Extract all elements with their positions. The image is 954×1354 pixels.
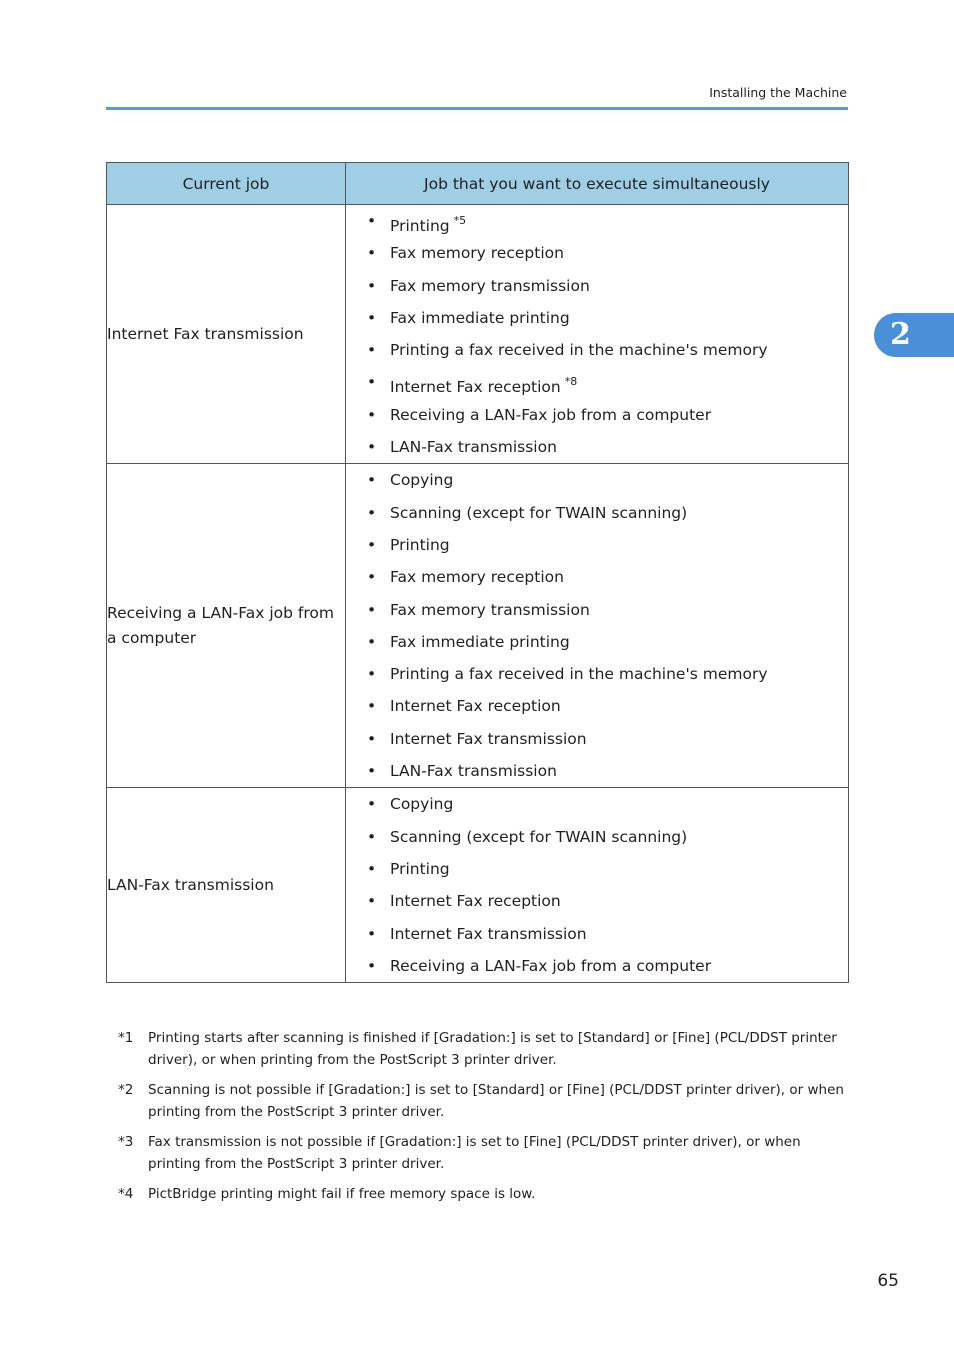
- simultaneous-jobs-cell: [346, 205, 849, 464]
- list-item: [346, 497, 848, 529]
- list-item: [346, 366, 848, 398]
- list-item: [346, 594, 848, 626]
- table-row: [107, 464, 849, 788]
- footnote-mark: *1: [118, 1030, 134, 1046]
- footnote-text: Printing starts after scanning is finished if [Gradation:] is set to [Standard] or [Fine] (PCL/DDST printer driver), or when printing from the PostScript 3 printer driver.: [148, 1030, 837, 1068]
- list-item: [346, 821, 848, 853]
- job-list: [346, 788, 848, 982]
- table-row: [107, 788, 849, 983]
- footnote: [118, 1079, 848, 1123]
- list-item: [346, 270, 848, 302]
- list-item: [346, 626, 848, 658]
- job-label: Copying: [390, 471, 454, 490]
- job-label: Scanning (except for TWAIN scanning): [390, 503, 688, 522]
- job-label: Internet Fax reception: [390, 892, 561, 911]
- list-item: [346, 950, 848, 982]
- list-item: [346, 237, 848, 269]
- job-label: Printing: [390, 859, 450, 878]
- header-rule: [106, 107, 848, 110]
- chapter-number: 2: [890, 317, 911, 352]
- footnote: [118, 1131, 848, 1175]
- running-header: Installing the Machine: [709, 85, 847, 100]
- footnote-mark: *4: [118, 1186, 134, 1202]
- current-job-cell: LAN-Fax transmission: [107, 788, 346, 983]
- table-row: [107, 205, 849, 464]
- footnote-mark: *3: [118, 1134, 134, 1150]
- job-label: Internet Fax transmission: [390, 729, 587, 748]
- job-label: LAN-Fax transmission: [390, 438, 557, 457]
- list-item: [346, 885, 848, 917]
- list-item: [346, 755, 848, 787]
- list-item: [346, 690, 848, 722]
- footnote-text: Fax transmission is not possible if [Gradation:] is set to [Fine] (PCL/DDST printer driver), or when printing from the PostScript 3 printer driver.: [148, 1134, 801, 1172]
- job-label: Internet Fax reception: [390, 378, 561, 397]
- job-list: [346, 205, 848, 463]
- job-label: Fax immediate printing: [390, 308, 570, 327]
- job-label: Fax memory reception: [390, 244, 564, 263]
- list-item: [346, 561, 848, 593]
- chapter-tab: [874, 313, 954, 357]
- footnote-text: Scanning is not possible if [Gradation:] is set to [Standard] or [Fine] (PCL/DDST printer driver), or when printing from the PostScript 3 printer driver.: [148, 1082, 844, 1120]
- list-item: [346, 853, 848, 885]
- simultaneous-jobs-table: [106, 162, 849, 983]
- table-body: [107, 205, 849, 983]
- list-item: [346, 529, 848, 561]
- job-label: Printing a fax received in the machine's memory: [390, 665, 768, 684]
- job-label: Receiving a LAN-Fax job from a computer: [390, 405, 712, 424]
- list-item: [346, 431, 848, 463]
- job-label: Scanning (except for TWAIN scanning): [390, 827, 688, 846]
- list-item: [346, 205, 848, 237]
- job-label: Internet Fax reception: [390, 697, 561, 716]
- list-item: [346, 723, 848, 755]
- job-label: Fax memory transmission: [390, 600, 590, 619]
- job-label: Fax immediate printing: [390, 632, 570, 651]
- footnotes: [118, 1027, 848, 1213]
- footnote-mark: *2: [118, 1082, 134, 1098]
- list-item: [346, 399, 848, 431]
- list-item: [346, 788, 848, 820]
- simultaneous-jobs-cell: [346, 464, 849, 788]
- list-item: [346, 334, 848, 366]
- job-label: Printing a fax received in the machine's memory: [390, 341, 768, 360]
- list-item: [346, 918, 848, 950]
- simultaneous-jobs-cell: [346, 788, 849, 983]
- job-label: Printing: [390, 535, 450, 554]
- job-label: Internet Fax transmission: [390, 924, 587, 943]
- job-label: Receiving a LAN-Fax job from a computer: [390, 956, 712, 975]
- job-label: Fax memory reception: [390, 568, 564, 587]
- table-header-row: [107, 163, 849, 205]
- footnote: [118, 1183, 848, 1205]
- list-item: [346, 302, 848, 334]
- job-label: Copying: [390, 795, 454, 814]
- column-header-current-job: Current job: [107, 163, 346, 205]
- job-label: LAN-Fax transmission: [390, 762, 557, 781]
- list-item: [346, 658, 848, 690]
- current-job-cell: Internet Fax transmission: [107, 205, 346, 464]
- job-label: Fax memory transmission: [390, 276, 590, 295]
- page-number: 65: [877, 1271, 899, 1291]
- footnote: [118, 1027, 848, 1071]
- footnote-reference: *5: [453, 214, 467, 227]
- column-header-simultaneous-job: Job that you want to execute simultaneously: [346, 163, 849, 205]
- current-job-cell: Receiving a LAN-Fax job from a computer: [107, 464, 346, 788]
- job-list: [346, 464, 848, 787]
- footnote-text: PictBridge printing might fail if free memory space is low.: [148, 1186, 536, 1202]
- job-label: Printing: [390, 217, 450, 235]
- footnote-reference: *8: [564, 375, 578, 389]
- list-item: [346, 464, 848, 496]
